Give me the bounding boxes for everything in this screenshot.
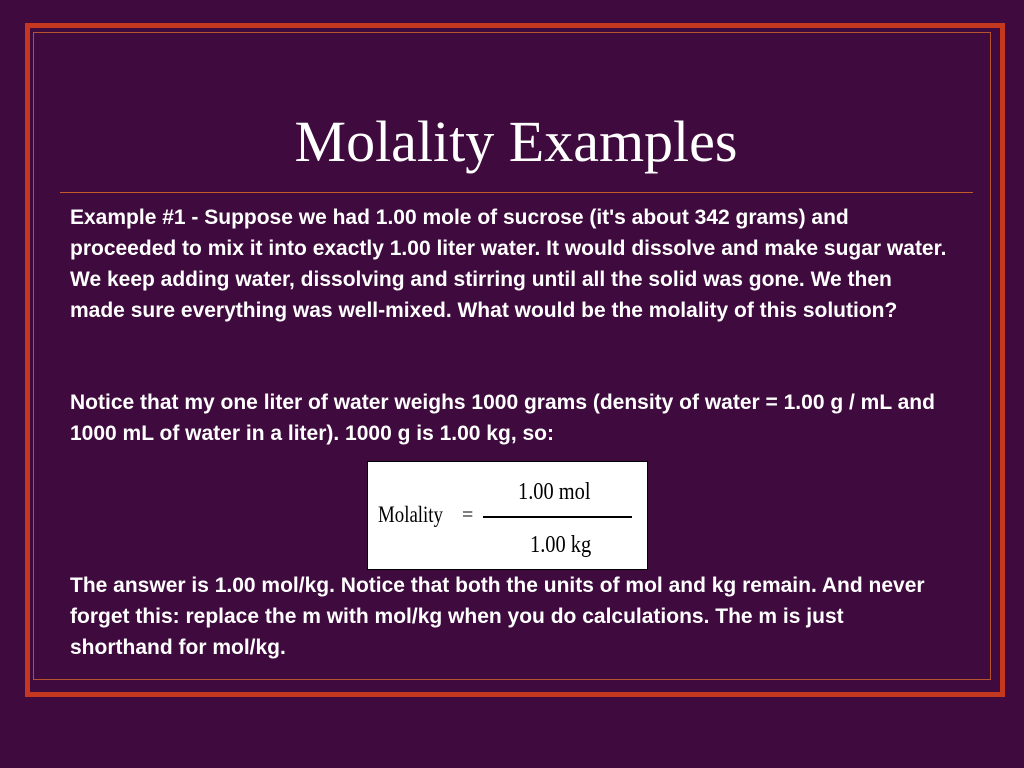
molality-equation	[367, 461, 648, 570]
equation-numerator: 1.00 mol	[518, 479, 591, 505]
slide-title: Molality Examples	[294, 109, 738, 174]
equation-lhs: Molality	[378, 502, 443, 527]
notice-paragraph: Notice that my one liter of water weighs 1000 grams (density of water = 1.00 g / mL and 1000 mL of water in a liter). 1000 g is 1.00 kg, so:	[70, 391, 935, 445]
example-paragraph: Example #1 - Suppose we had 1.00 mole of sucrose (it's about 342 grams) and proceeded to mix it into exactly 1.00 liter water. It would dissolve and make sugar water. We keep adding water, dissolving and stirring until all the solid was gone. We then made sure everything was well-mixed. What would be the molality of this solution?	[70, 206, 947, 322]
equation-denominator: 1.00 kg	[530, 532, 592, 558]
answer-paragraph: The answer is 1.00 mol/kg. Notice that both the units of mol and kg remain. And never forget this: replace the m with mol/kg when you do calculations. The m is just shorthand for mol/kg.	[70, 574, 925, 659]
equation-equals: =	[462, 504, 474, 526]
title-divider	[60, 192, 973, 193]
fraction-bar	[483, 516, 632, 518]
